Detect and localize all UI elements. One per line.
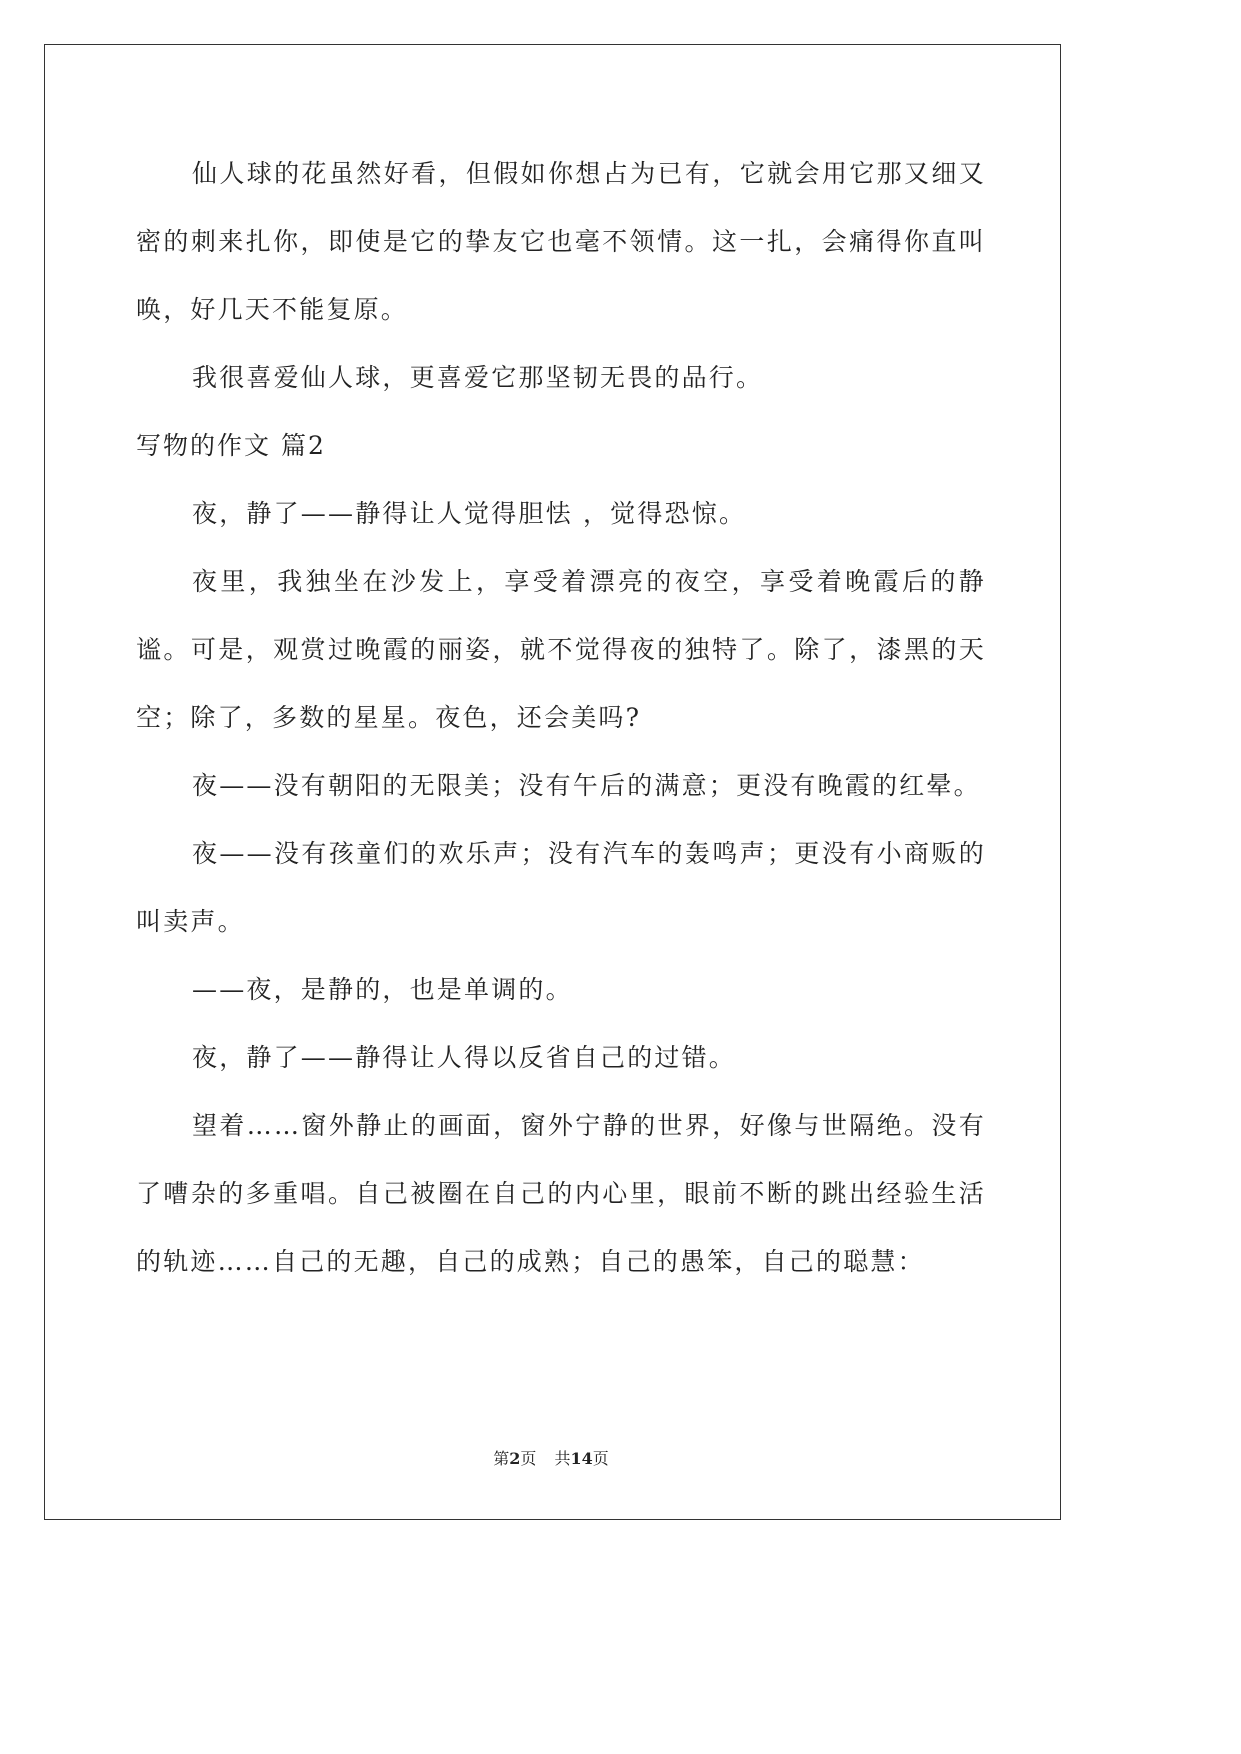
page-prefix: 第 <box>493 1449 510 1468</box>
paragraph: 望着……窗外静止的画面，窗外宁静的世界，好像与世隔绝。没有了嘈杂的多重唱。自己被圈在自己的内心里，眼前不断的跳出经验生活的轨迹……自己的无趣，自己的成熟；自己的愚笨，自己的聪慧： <box>136 1111 986 1276</box>
total-suffix: 页 <box>592 1449 609 1468</box>
document-body <box>136 140 986 1296</box>
paragraph: ——夜，是静的，也是单调的。 <box>192 975 573 1004</box>
page-suffix: 页 <box>520 1449 537 1468</box>
paragraph: 仙人球的花虽然好看，但假如你想占为已有，它就会用它那又细又密的刺来扎你，即使是它的挚友它也毫不领情。这一扎，会痛得你直叫唤，好几天不能复原。 <box>136 159 986 324</box>
section-heading: 写物的作文 篇2 <box>136 431 326 460</box>
paragraph: 夜里，我独坐在沙发上，享受着漂亮的夜空，享受着晚霞后的静谧。可是，观赏过晚霞的丽姿，就不觉得夜的独特了。除了，漆黑的天空；除了，多数的星星。夜色，还会美吗? <box>136 567 986 732</box>
page-footer <box>0 1446 1102 1469</box>
paragraph: 夜，静了——静得让人觉得胆怯 ，觉得恐惊。 <box>192 499 747 528</box>
paragraph: 夜，静了——静得让人得以反省自己的过错。 <box>192 1043 737 1072</box>
paragraph: 夜——没有朝阳的无限美；没有午后的满意；更没有晚霞的红晕。 <box>192 771 981 800</box>
total-pages: 14 <box>570 1449 593 1468</box>
total-prefix: 共 <box>554 1449 571 1468</box>
page-number: 2 <box>509 1449 521 1468</box>
paragraph: 夜——没有孩童们的欢乐声；没有汽车的轰鸣声；更没有小商贩的叫卖声。 <box>136 839 986 936</box>
paragraph: 我很喜爱仙人球，更喜爱它那坚韧无畏的品行。 <box>192 363 764 392</box>
